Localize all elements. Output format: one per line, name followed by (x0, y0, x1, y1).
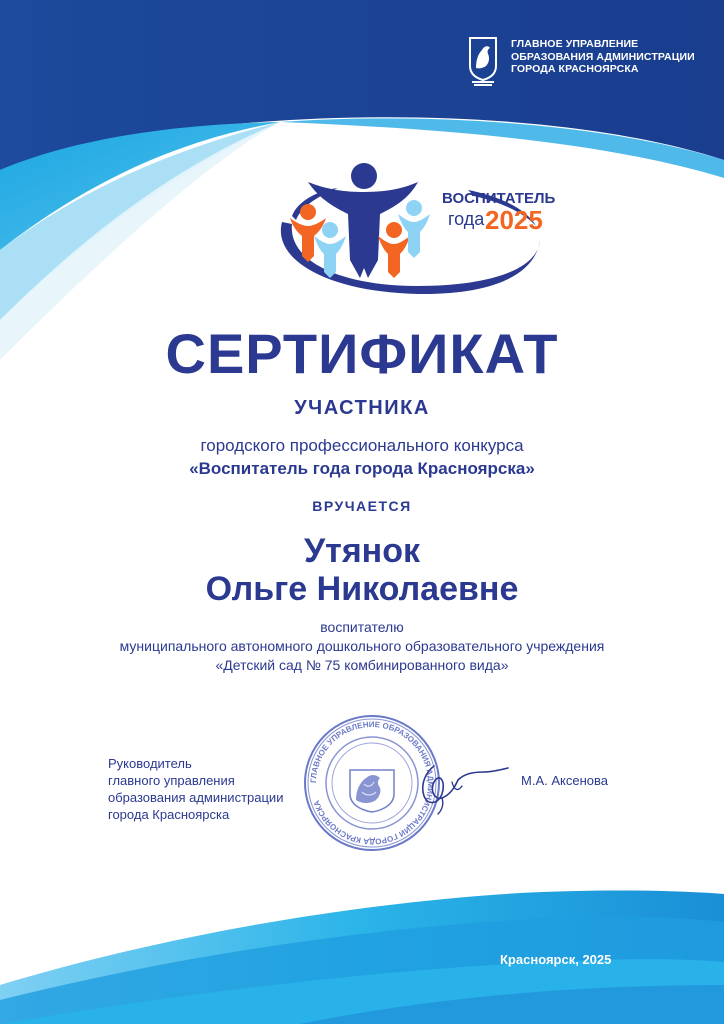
contest-name: «Воспитатель года города Красноярска» (189, 459, 535, 478)
awarded-label: ВРУЧАЕТСЯ (312, 498, 412, 514)
recipient-institution-name: «Детский сад № 75 комбинированного вида» (215, 657, 509, 673)
logo-word-year-label: года (448, 209, 485, 229)
contest-description: городского профессионального конкурса (200, 436, 524, 455)
org-name-line-2: ОБРАЗОВАНИЯ АДМИНИСТРАЦИИ (511, 50, 695, 63)
stamp-text: ГЛАВНОЕ УПРАВЛЕНИЕ ОБРАЗОВАНИЯ АДМИНИСТРАЦИИ ГОРОДА КРАСНОЯРСКА (308, 719, 436, 847)
org-name (511, 38, 711, 76)
certificate-title: СЕРТИФИКАТ (165, 322, 559, 385)
signer-title (108, 755, 283, 823)
org-name-line-1: ГЛАВНОЕ УПРАВЛЕНИЕ (511, 38, 639, 50)
recipient-position: воспитателю (320, 619, 404, 635)
handwritten-signature-icon (412, 760, 512, 816)
certificate-subtitle: УЧАСТНИКА (294, 397, 430, 419)
signer-title-line-2: главного управления (108, 773, 235, 788)
recipient-institution-type: муниципального автономного дошкольного образовательного учреждения (119, 638, 605, 654)
org-name-line-3: ГОРОДА КРАСНОЯРСКА (511, 63, 639, 75)
signer-title-line-4: города Красноярска (108, 807, 230, 822)
signer-title-line-3: образования администрации (108, 790, 284, 805)
recipient-surname: Утянок (304, 532, 420, 570)
signer-title-line-1: Руководитель (108, 756, 192, 771)
signer-name: М.А. Аксенова (521, 773, 608, 788)
city-year: Красноярск, 2025 (500, 952, 612, 967)
krasnoyarsk-lion-emblem-icon (468, 36, 498, 88)
logo-word-educator: ВОСПИТАТЕЛЬ (442, 190, 556, 207)
logo-year: 2025 (485, 205, 543, 235)
recipient-given-names: Ольге Николаевне (205, 570, 519, 608)
